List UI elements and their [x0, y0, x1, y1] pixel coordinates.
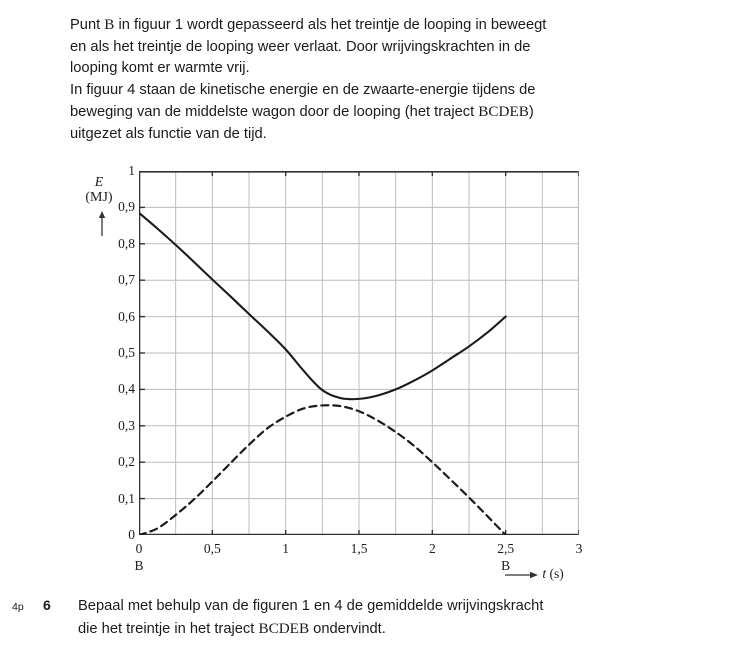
text-run: BCDEB [478, 103, 529, 120]
q-line-0 [78, 596, 698, 618]
text-run: looping komt er warmte vrij. [70, 60, 250, 76]
y-tick-label: 0,7 [118, 272, 135, 288]
question-number: 6 [43, 597, 51, 613]
gridlines [139, 171, 579, 535]
y-tick-label: 0,5 [118, 345, 135, 360]
text-run: B [104, 16, 115, 33]
intro-line-3 [70, 80, 680, 102]
text-run: ondervindt. [309, 620, 386, 637]
y-tick-label: 0,4 [118, 381, 135, 397]
plot-area [139, 171, 579, 535]
y-tick-label: 0,9 [118, 199, 135, 215]
q-line-1 [78, 618, 698, 641]
intro-line-4 [70, 101, 680, 124]
y-tick-label: 0,8 [118, 235, 135, 251]
question-points: 4p [12, 601, 24, 613]
question-text [78, 596, 698, 640]
text-run: Punt [70, 17, 105, 33]
y-tick-label: 0,6 [118, 308, 135, 324]
y-tick-label: 0 [128, 527, 135, 542]
y-axis-symbol: E [94, 175, 104, 190]
x-tick-label: 1 [282, 541, 290, 556]
y-tick-label: 0,3 [118, 417, 135, 433]
x-axis-arrow-icon [505, 570, 539, 580]
y-tick-label: 0,1 [118, 490, 135, 506]
text-run: Bepaal met behulp van de figuren 1 en 4 de gemiddelde wrijvingskracht [78, 598, 544, 614]
text-run: BCDEB [258, 619, 310, 637]
y-tick-label: 1 [128, 163, 135, 178]
text-run: die het treintje in het traject [78, 620, 259, 637]
intro-line-1 [70, 37, 680, 59]
x-axis-title [505, 566, 564, 582]
x-tick-label: 2 [428, 541, 436, 556]
x-axis-symbol: t [542, 566, 547, 581]
x-tick-label: 3 [575, 541, 583, 556]
y-tick-label: 0,2 [118, 454, 135, 470]
energy-time-chart [0, 160, 750, 590]
intro-line-5 [70, 124, 680, 146]
x-tick-label: 0 [135, 541, 143, 556]
text-run: ) [528, 104, 534, 120]
point-b-label: B [134, 558, 144, 573]
text-run: in figuur 1 wordt gepasseerd als het treintje de looping in beweegt [114, 17, 547, 33]
intro-line-0 [70, 14, 680, 37]
y-axis-tick-labels [92, 163, 135, 542]
plot-canvas [139, 171, 579, 535]
y-axis-unit: (MJ) [85, 190, 113, 205]
x-axis-tick-labels [135, 541, 583, 559]
x-axis-unit: (s) [546, 566, 564, 581]
text-run: beweging van de middelste wagon door de looping (het traject [70, 104, 479, 120]
x-tick-label: 0,5 [203, 541, 221, 556]
text-run: uitgezet als functie van de tijd. [70, 125, 267, 142]
point-b-label: B [501, 558, 511, 573]
intro-paragraph [70, 14, 680, 145]
intro-line-2 [70, 58, 680, 80]
text-run: en als het treintje de looping weer verlaat. Door wrijvingskrachten in de [70, 38, 531, 55]
x-tick-label: 2,5 [497, 541, 515, 556]
text-run: In figuur 4 staan de kinetische energie en de zwaarte-energie tijdens de [70, 81, 536, 98]
x-tick-label: 1,5 [350, 541, 368, 556]
